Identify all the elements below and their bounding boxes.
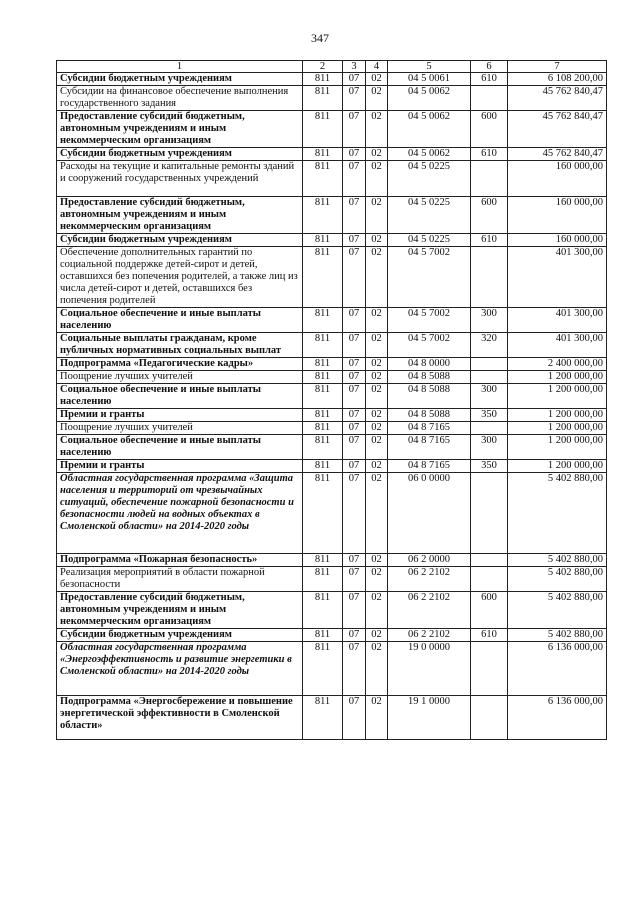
row-subsection-code: 02 [366,473,388,554]
row-section-code: 07 [343,333,366,358]
row-amount: 1 200 000,00 [508,371,607,384]
row-name: Социальное обеспечение и иные выплаты населению [57,308,303,333]
row-name: Социальное обеспечение и иные выплаты населению [57,435,303,460]
table-row [57,592,607,629]
row-subsection-code: 02 [366,554,388,567]
row-name: Социальное обеспечение и иные выплаты населению [57,384,303,409]
row-expense-type [471,473,508,554]
row-name: Социальные выплаты гражданам, кроме публичных нормативных социальных выплат [57,333,303,358]
row-section-code: 07 [343,86,366,111]
row-subsection-code: 02 [366,592,388,629]
row-subsection-code: 02 [366,161,388,197]
row-section-code: 07 [343,642,366,696]
row-name: Подпрограмма «Пожарная безопасность» [57,554,303,567]
row-target-code: 04 8 5088 [388,371,471,384]
row-subsection-code: 02 [366,148,388,161]
row-amount: 401 300,00 [508,308,607,333]
row-name: Областная государственная программа «Защита населения и территорий от чрезвычайных ситуаций, обеспечение пожарной безопасности и безопасности людей на водных объектах в Смоленской области» на 2014-2020 годы [57,473,303,554]
table-row [57,73,607,86]
row-target-code: 19 1 0000 [388,696,471,740]
row-expense-type: 610 [471,629,508,642]
table-row [57,384,607,409]
row-grbs-code: 811 [303,86,343,111]
row-grbs-code: 811 [303,111,343,148]
column-header: 7 [508,61,607,73]
row-subsection-code: 02 [366,333,388,358]
row-name: Предоставление субсидий бюджетным, автономным учреждениям и иным некоммерческим организациям [57,197,303,234]
table-row [57,409,607,422]
table-row [57,642,607,696]
row-grbs-code: 811 [303,371,343,384]
row-section-code: 07 [343,197,366,234]
row-target-code: 04 8 7165 [388,460,471,473]
row-expense-type [471,422,508,435]
row-target-code: 04 5 0225 [388,234,471,247]
row-grbs-code: 811 [303,333,343,358]
row-amount: 45 762 840,47 [508,148,607,161]
row-expense-type: 320 [471,333,508,358]
row-amount: 6 136 000,00 [508,696,607,740]
table-row [57,554,607,567]
row-name: Поощрение лучших учителей [57,371,303,384]
table-row [57,111,607,148]
row-expense-type [471,247,508,308]
row-target-code: 19 0 0000 [388,642,471,696]
row-section-code: 07 [343,308,366,333]
row-section-code: 07 [343,358,366,371]
table-row [57,308,607,333]
table-row [57,234,607,247]
row-subsection-code: 02 [366,642,388,696]
row-subsection-code: 02 [366,567,388,592]
row-amount: 6 108 200,00 [508,73,607,86]
row-expense-type: 610 [471,73,508,86]
table-row [57,161,607,197]
row-name: Субсидии бюджетным учреждениям [57,629,303,642]
row-grbs-code: 811 [303,358,343,371]
row-grbs-code: 811 [303,554,343,567]
row-expense-type [471,371,508,384]
row-amount: 1 200 000,00 [508,435,607,460]
row-target-code: 06 2 0000 [388,554,471,567]
row-section-code: 07 [343,73,366,86]
row-name: Субсидии бюджетным учреждениям [57,73,303,86]
row-section-code: 07 [343,629,366,642]
row-grbs-code: 811 [303,247,343,308]
table-row [57,422,607,435]
row-section-code: 07 [343,592,366,629]
row-expense-type [471,567,508,592]
row-name: Подпрограмма «Педагогические кадры» [57,358,303,371]
row-amount: 2 400 000,00 [508,358,607,371]
row-target-code: 04 5 0225 [388,161,471,197]
row-target-code: 04 8 7165 [388,422,471,435]
table-row [57,435,607,460]
row-expense-type: 610 [471,148,508,161]
table-row [57,358,607,371]
row-expense-type: 300 [471,435,508,460]
row-section-code: 07 [343,567,366,592]
row-subsection-code: 02 [366,422,388,435]
row-subsection-code: 02 [366,435,388,460]
row-section-code: 07 [343,111,366,148]
table-row [57,696,607,740]
row-expense-type: 300 [471,308,508,333]
row-amount: 401 300,00 [508,247,607,308]
row-grbs-code: 811 [303,409,343,422]
row-name: Предоставление субсидий бюджетным, автономным учреждениям и иным некоммерческим организациям [57,592,303,629]
row-subsection-code: 02 [366,384,388,409]
row-amount: 5 402 880,00 [508,554,607,567]
row-target-code: 04 8 0000 [388,358,471,371]
row-section-code: 07 [343,148,366,161]
row-grbs-code: 811 [303,567,343,592]
row-section-code: 07 [343,435,366,460]
row-expense-type [471,642,508,696]
row-expense-type: 350 [471,409,508,422]
row-target-code: 04 5 0062 [388,148,471,161]
row-expense-type: 600 [471,592,508,629]
row-target-code: 04 8 5088 [388,384,471,409]
row-expense-type: 350 [471,460,508,473]
row-target-code: 06 0 0000 [388,473,471,554]
row-grbs-code: 811 [303,435,343,460]
row-subsection-code: 02 [366,73,388,86]
row-grbs-code: 811 [303,384,343,409]
row-expense-type: 600 [471,111,508,148]
row-name: Субсидии бюджетным учреждениям [57,148,303,161]
column-header: 3 [343,61,366,73]
row-amount: 5 402 880,00 [508,592,607,629]
row-expense-type [471,86,508,111]
table-row [57,460,607,473]
row-section-code: 07 [343,460,366,473]
row-name: Субсидии бюджетным учреждениям [57,234,303,247]
row-target-code: 04 5 7002 [388,308,471,333]
row-name: Премии и гранты [57,409,303,422]
column-header: 6 [471,61,508,73]
row-subsection-code: 02 [366,460,388,473]
row-name: Обеспечение дополнительных гарантий по социальной поддержке детей-сирот и детей, оставшихся без попечения родителей, а также лиц из числа детей-сирот и детей, оставшихся без попечения родителей [57,247,303,308]
row-subsection-code: 02 [366,371,388,384]
row-name: Премии и гранты [57,460,303,473]
row-section-code: 07 [343,696,366,740]
row-amount: 5 402 880,00 [508,473,607,554]
row-section-code: 07 [343,161,366,197]
row-grbs-code: 811 [303,642,343,696]
row-subsection-code: 02 [366,629,388,642]
column-header: 4 [366,61,388,73]
table-row [57,86,607,111]
row-amount: 45 762 840,47 [508,111,607,148]
row-expense-type: 300 [471,384,508,409]
table-row [57,197,607,234]
row-subsection-code: 02 [366,696,388,740]
row-name: Реализация мероприятий в области пожарной безопасности [57,567,303,592]
table-row [57,148,607,161]
table-row [57,473,607,554]
row-name: Поощрение лучших учителей [57,422,303,435]
row-grbs-code: 811 [303,197,343,234]
row-target-code: 06 2 2102 [388,592,471,629]
row-subsection-code: 02 [366,409,388,422]
row-grbs-code: 811 [303,629,343,642]
row-amount: 1 200 000,00 [508,422,607,435]
row-grbs-code: 811 [303,422,343,435]
column-header: 2 [303,61,343,73]
page-number: 347 [311,31,329,45]
row-amount: 5 402 880,00 [508,629,607,642]
row-target-code: 04 5 0062 [388,111,471,148]
row-expense-type [471,554,508,567]
row-section-code: 07 [343,384,366,409]
column-header: 1 [57,61,303,73]
row-section-code: 07 [343,371,366,384]
column-header-row [57,61,607,73]
row-subsection-code: 02 [366,86,388,111]
row-section-code: 07 [343,409,366,422]
row-target-code: 04 5 7002 [388,247,471,308]
row-amount: 401 300,00 [508,333,607,358]
row-subsection-code: 02 [366,308,388,333]
row-name: Субсидии на финансовое обеспечение выполнения государственного задания [57,86,303,111]
row-amount: 1 200 000,00 [508,460,607,473]
table-row [57,247,607,308]
row-section-code: 07 [343,234,366,247]
row-amount: 6 136 000,00 [508,642,607,696]
row-amount: 1 200 000,00 [508,409,607,422]
budget-table [56,60,607,740]
row-amount: 160 000,00 [508,197,607,234]
row-grbs-code: 811 [303,460,343,473]
row-name: Подпрограмма «Энергосбережение и повышение энергетической эффективности в Смоленской области» [57,696,303,740]
row-name: Областная государственная программа «Энергоэффективность и развитие энергетики в Смоленской области» на 2014-2020 годы [57,642,303,696]
row-amount: 5 402 880,00 [508,567,607,592]
row-section-code: 07 [343,422,366,435]
row-target-code: 04 5 0225 [388,197,471,234]
row-target-code: 04 5 0061 [388,73,471,86]
row-amount: 45 762 840,47 [508,86,607,111]
row-expense-type [471,696,508,740]
row-grbs-code: 811 [303,161,343,197]
row-subsection-code: 02 [366,234,388,247]
row-grbs-code: 811 [303,473,343,554]
row-subsection-code: 02 [366,111,388,148]
row-target-code: 04 5 7002 [388,333,471,358]
table-row [57,371,607,384]
row-subsection-code: 02 [366,247,388,308]
row-subsection-code: 02 [366,358,388,371]
row-expense-type [471,161,508,197]
row-name: Расходы на текущие и капитальные ремонты зданий и сооружений государственных учреждений [57,161,303,197]
row-section-code: 07 [343,554,366,567]
table-row [57,567,607,592]
table-row [57,333,607,358]
column-header: 5 [388,61,471,73]
row-grbs-code: 811 [303,148,343,161]
row-target-code: 06 2 2102 [388,567,471,592]
row-target-code: 04 8 5088 [388,409,471,422]
row-subsection-code: 02 [366,197,388,234]
row-grbs-code: 811 [303,696,343,740]
row-grbs-code: 811 [303,234,343,247]
row-target-code: 04 8 7165 [388,435,471,460]
row-expense-type: 600 [471,197,508,234]
row-section-code: 07 [343,247,366,308]
row-target-code: 04 5 0062 [388,86,471,111]
row-grbs-code: 811 [303,308,343,333]
row-target-code: 06 2 2102 [388,629,471,642]
row-expense-type [471,358,508,371]
row-section-code: 07 [343,473,366,554]
row-amount: 160 000,00 [508,234,607,247]
row-name: Предоставление субсидий бюджетным, автономным учреждениям и иным некоммерческим организациям [57,111,303,148]
row-grbs-code: 811 [303,73,343,86]
table-row [57,629,607,642]
row-expense-type: 610 [471,234,508,247]
row-amount: 160 000,00 [508,161,607,197]
row-amount: 1 200 000,00 [508,384,607,409]
row-grbs-code: 811 [303,592,343,629]
